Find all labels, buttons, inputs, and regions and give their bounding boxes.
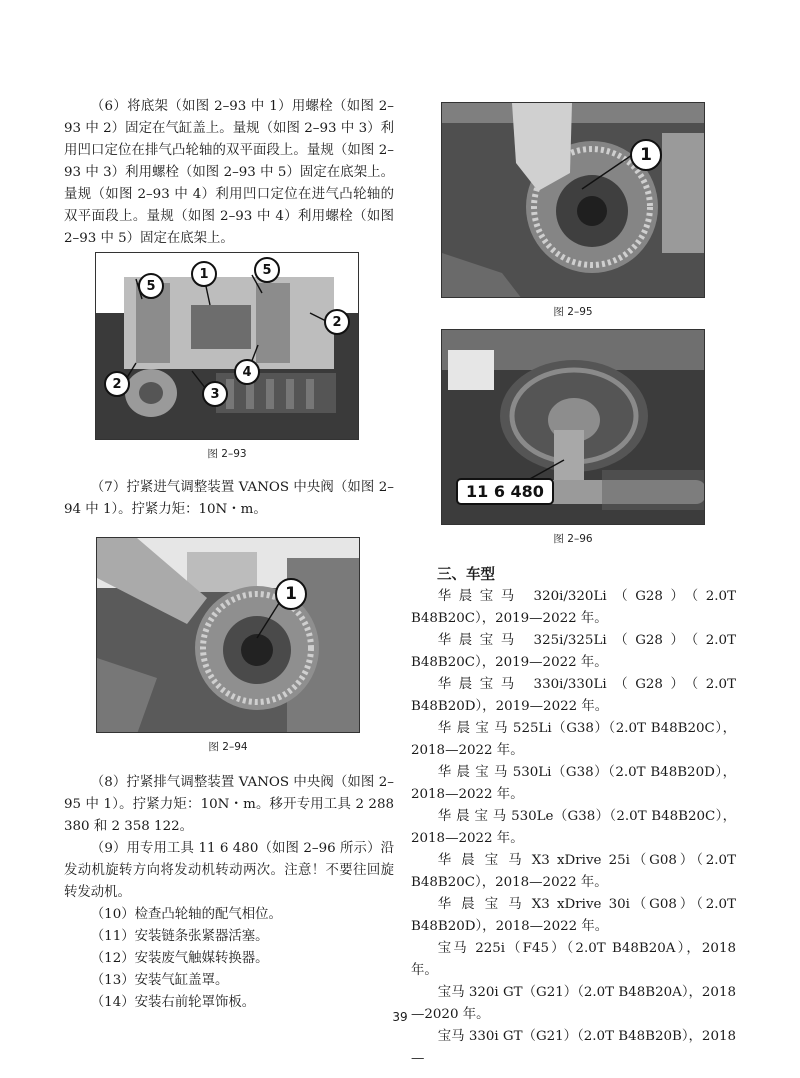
callout-2-right: 2 bbox=[324, 309, 350, 335]
model-item: 华 晨 宝 马 X3 xDrive 25i（G08）（2.0T B48B20C），2018—2022 年。 bbox=[411, 853, 736, 890]
callout-1: 1 bbox=[275, 578, 307, 610]
model-item: 宝马 225i（F45）（2.0T B48B20A），2018 年。 bbox=[411, 941, 736, 978]
model-item: 华 晨 宝 马 530Li（G38）（2.0T B48B20D），2018—2022 年。 bbox=[411, 765, 736, 802]
paragraph-step-7: （7）拧紧进气调整装置 VANOS 中央阀（如图 2–94 中 1）。拧紧力矩：10N・m。 bbox=[64, 480, 394, 517]
left-column bbox=[64, 96, 394, 1014]
section-vehicle-models bbox=[411, 564, 736, 1070]
tool-label-11-6-480: 11 6 480 bbox=[456, 478, 554, 505]
callout-1: 1 bbox=[191, 261, 217, 287]
callout-4: 4 bbox=[234, 359, 260, 385]
photo-2-94 bbox=[96, 537, 360, 733]
paragraph-step-9: （9）用专用工具 11 6 480（如图 2–96 所示）沿发动机旋转方向将发动机转动两次。注意！不要往回旋转发动机。 bbox=[64, 841, 394, 900]
model-item: 宝马 320i GT（G21）（2.0T B48B20A），2018—2020 年。 bbox=[411, 985, 736, 1022]
model-item: 华晨宝马 325i/325Li（G28）（2.0T B48B20C），2019—2022 年。 bbox=[411, 633, 736, 670]
step-10: （10）检查凸轮轴的配气相位。 bbox=[90, 907, 282, 922]
callout-5-right: 5 bbox=[254, 257, 280, 283]
engine-photo-graphic bbox=[96, 253, 359, 440]
photo-2-93 bbox=[95, 252, 359, 440]
vanos-photo-graphic bbox=[97, 538, 360, 733]
model-item: 宝马 330i GT（G21）（2.0T B48B20B），2018— bbox=[411, 1029, 737, 1066]
remaining-steps-list bbox=[64, 904, 394, 1014]
paragraph-step-8: （8）拧紧排气调整装置 VANOS 中央阀（如图 2–95 中 1）。拧紧力矩：10N・m。移开专用工具 2 288 380 和 2 358 122。 bbox=[64, 775, 394, 834]
figure-2-95 bbox=[441, 102, 705, 319]
model-item: 华 晨 宝 马 525Li（G38）（2.0T B48B20C），2018—2022 年。 bbox=[411, 721, 736, 758]
step-13: （13）安装气缸盖罩。 bbox=[90, 973, 229, 988]
caption-2-96: 图 2–96 bbox=[553, 533, 593, 545]
model-item: 华 晨 宝 马 X3 xDrive 30i（G08）（2.0T B48B20D），2018—2022 年。 bbox=[411, 897, 736, 934]
callout-3: 3 bbox=[202, 381, 228, 407]
callout-1: 1 bbox=[630, 139, 662, 171]
right-column bbox=[411, 102, 736, 1070]
figure-2-93 bbox=[95, 252, 359, 461]
callout-2-left: 2 bbox=[104, 371, 130, 397]
paragraph-step-6: （6）将底架（如图 2–93 中 1）用螺栓（如图 2–93 中 2）固定在气缸盖上。量规（如图 2–93 中 3）利用凹口定位在排气凸轮轴的双平面段上。量规（如图 2–93 中 3）利用螺栓（如图 2–93 中 5）固定在底架上。量规（如图 2–93 中 4）利用凹口定位在进气凸轮轴的双平面段上。量规（如图 2–93 中 4）利用螺栓（如图 2–93 中 5）固定在底架上。 bbox=[64, 99, 394, 246]
page-number: 39 bbox=[392, 1010, 408, 1024]
step-11: （11）安装链条张紧器活塞。 bbox=[90, 929, 269, 944]
figure-2-96 bbox=[441, 329, 705, 546]
model-item: 华晨宝马 330i/330Li（G28）（2.0T B48B20D），2019—2022 年。 bbox=[411, 677, 736, 714]
section-title: 三、车型 bbox=[437, 567, 495, 583]
figure-2-94 bbox=[96, 537, 360, 754]
caption-2-94: 图 2–94 bbox=[208, 741, 248, 753]
photo-2-96 bbox=[441, 329, 705, 525]
exhaust-vanos-photo-graphic bbox=[442, 103, 705, 298]
step-12: （12）安装废气触媒转换器。 bbox=[90, 951, 269, 966]
callout-5-left: 5 bbox=[138, 273, 164, 299]
caption-2-93: 图 2–93 bbox=[207, 448, 247, 460]
model-item: 华晨宝马 320i/320Li（G28）（2.0T B48B20C），2019—2022 年。 bbox=[411, 589, 736, 626]
step-14: （14）安装右前轮罩饰板。 bbox=[90, 995, 256, 1010]
photo-2-95 bbox=[441, 102, 705, 298]
caption-2-95: 图 2–95 bbox=[553, 306, 593, 318]
model-item: 华 晨 宝 马 530Le（G38）（2.0T B48B20C），2018—2022 年。 bbox=[411, 809, 736, 846]
